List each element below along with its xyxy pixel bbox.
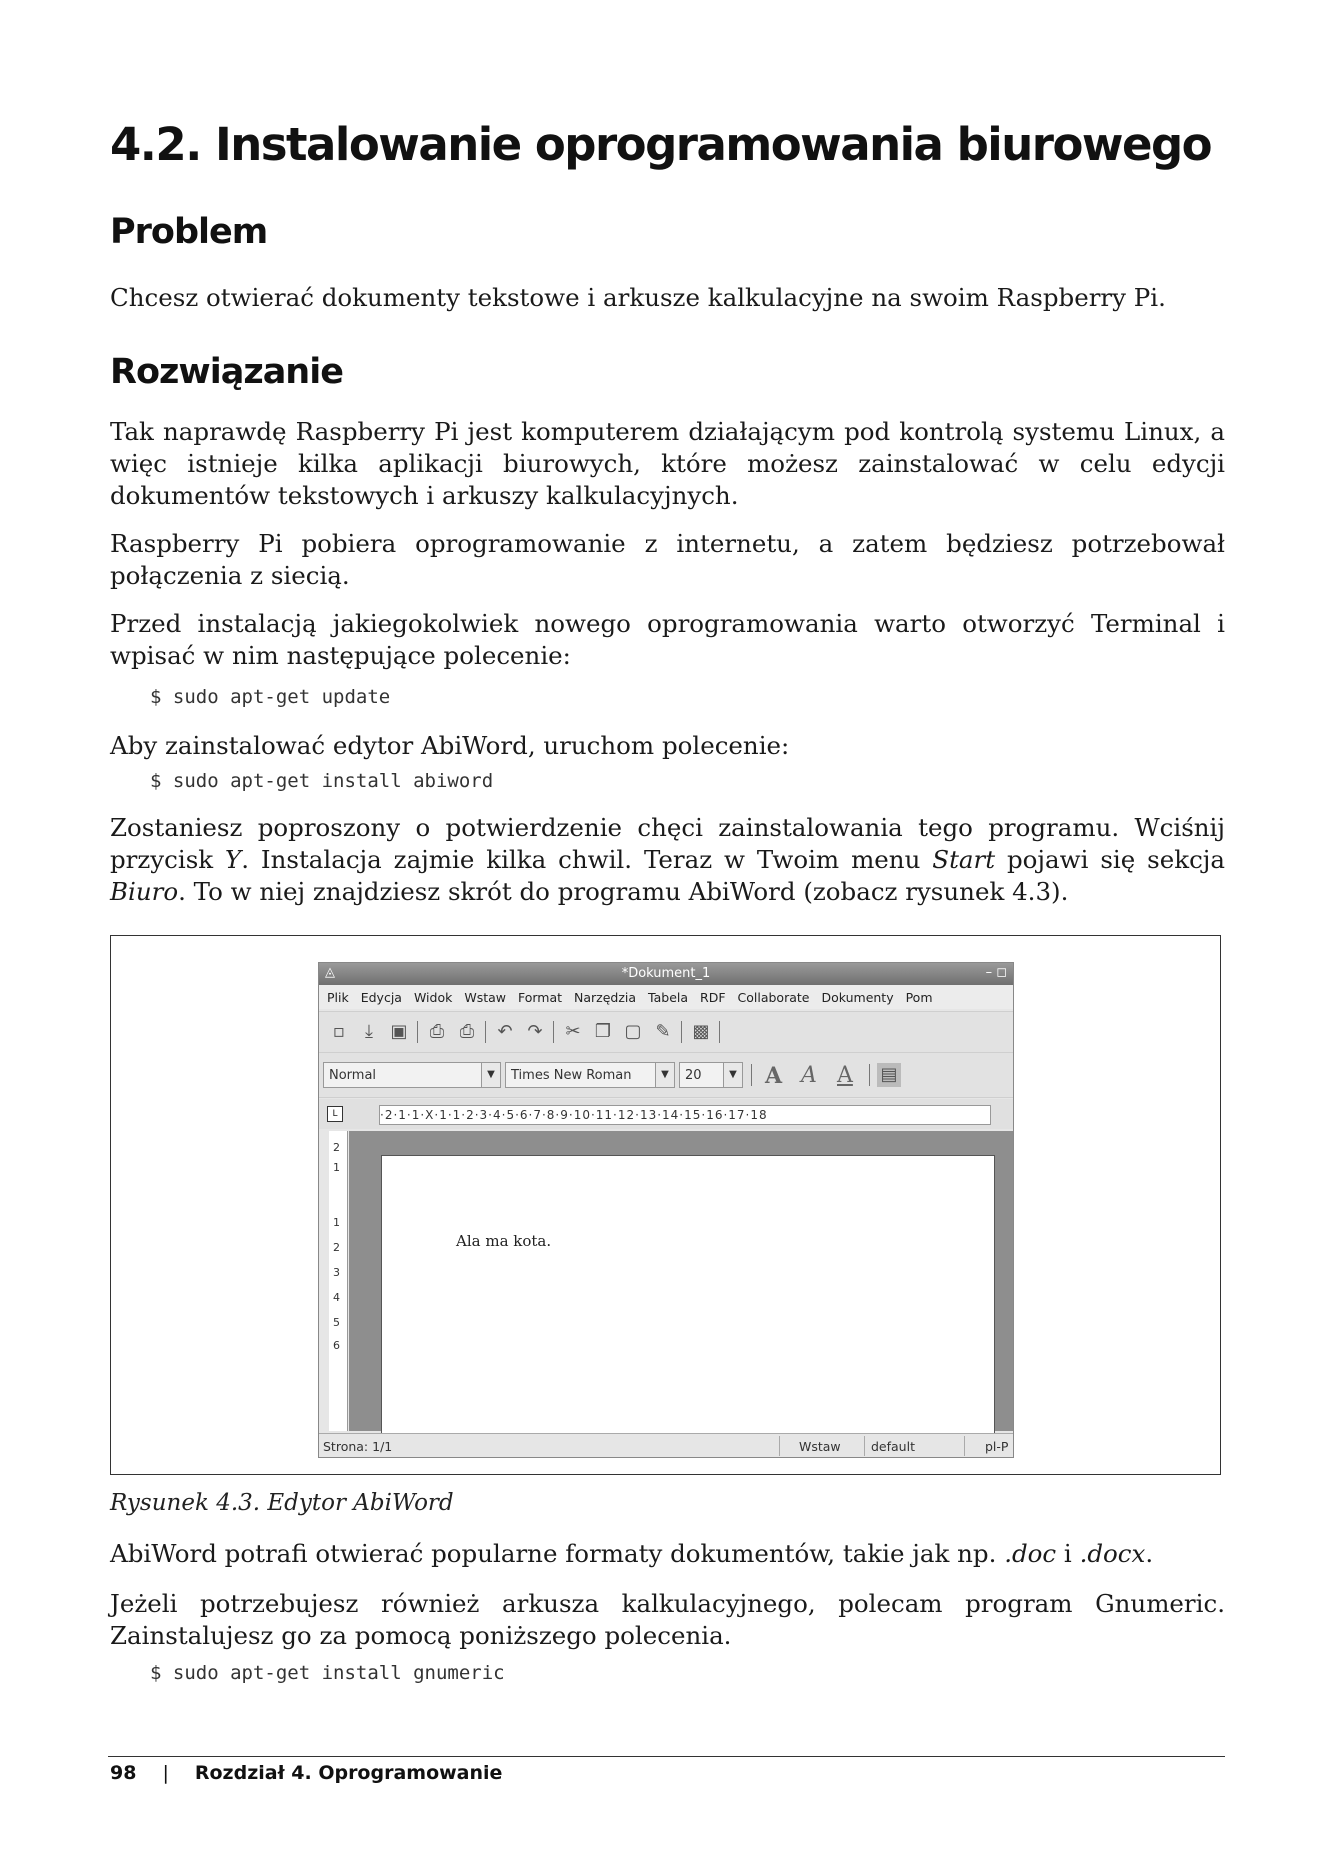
format-painter-icon[interactable]: ✎ [655,1021,671,1042]
font-select-value: Times New Roman [511,1068,632,1083]
status-divider [779,1436,780,1456]
code-line-install-abiword: $ sudo apt-get install abiword [150,770,494,792]
font-select[interactable] [505,1062,675,1088]
page-footer [110,1762,502,1784]
toolbar-separator [719,1021,720,1043]
tab-selector-icon[interactable]: L [327,1106,343,1122]
paragraph-6: AbiWord potrafi otwierać popularne formaty dokumentów, takie jak np. .doc i .docx. [110,1539,1154,1568]
menu-item-format[interactable]: Format [517,990,563,1005]
more-options-icon[interactable]: ▤ [877,1063,901,1087]
chapter-title: Rozdział 4. Oprogramowanie [194,1762,503,1784]
window-controls-icon[interactable]: – ◻ [985,965,1007,980]
image-icon[interactable]: ▩ [692,1021,710,1042]
new-document-icon[interactable]: ▫ [332,1021,346,1042]
abiword-window [318,962,1014,1458]
status-insert-mode: Wstaw [799,1439,841,1454]
style-select[interactable] [323,1062,501,1088]
font-size-value: 20 [685,1068,702,1083]
figure-caption: Rysunek 4.3. Edytor AbiWord [110,1490,454,1516]
menu-item-edycja[interactable]: Edycja [360,990,402,1005]
horizontal-ruler [319,1099,1013,1129]
paste-icon[interactable]: ▢ [624,1021,642,1042]
print-preview-icon[interactable]: ⎙ [429,1021,445,1042]
paragraph-4: Aby zainstalować edytor AbiWord, uruchom polecenie: [110,731,790,760]
open-icon[interactable]: ⤓ [365,1021,373,1042]
menu-item-collaborate[interactable]: Collaborate [737,990,810,1005]
ruler-scale[interactable]: ·2·1·1·X·1·1·2·3·4·5·6·7·8·9·10·11·12·13·14·15·16·17·18 [379,1105,991,1125]
footer-rule [108,1756,1225,1757]
menu-item-wstaw[interactable]: Wstaw [464,990,506,1005]
underline-icon[interactable]: A [837,1063,853,1088]
document-page[interactable] [381,1155,995,1447]
font-size-select[interactable] [679,1062,743,1088]
undo-icon[interactable]: ↶ [497,1021,513,1042]
toolbar-separator [681,1021,682,1043]
menu-item-rdf[interactable]: RDF [700,990,726,1005]
format-toolbar [319,1053,1013,1098]
section-heading-solution: Rozwiązanie [110,352,343,392]
menu-item-tabela[interactable]: Tabela [648,990,689,1005]
toolbar-separator [553,1021,554,1043]
code-line-install-gnumeric: $ sudo apt-get install gnumeric [150,1662,505,1684]
bold-icon[interactable]: A [765,1063,783,1089]
menu-item-widok[interactable]: Widok [413,990,453,1005]
style-select-value: Normal [329,1068,377,1083]
chevron-down-icon[interactable]: ▼ [655,1063,674,1087]
chevron-down-icon[interactable]: ▼ [723,1063,742,1087]
cut-icon[interactable]: ✂ [565,1021,581,1042]
app-logo-icon: ◬ [325,965,335,980]
paragraph-2: Raspberry Pi pobiera oprogramowanie z internetu, a zatem będziesz potrzebował połączenia z siecią. [110,529,1225,590]
status-style: default [871,1439,915,1454]
code-line-update: $ sudo apt-get update [150,686,391,708]
toolbar-separator [869,1064,870,1086]
vertical-ruler: 2 1 1 2 3 4 5 6 [329,1131,348,1431]
status-divider [964,1436,965,1456]
window-titlebar[interactable] [319,963,1013,985]
menu-item-dokumenty[interactable]: Dokumenty [821,990,894,1005]
window-title: *Dokument_1 [621,966,711,981]
paragraph-5: Zostaniesz poproszony o potwierdzenie chęci zainstalowania tego programu. Wciśnij przycisk Y. Instalacja zajmie kilka chwil. Teraz w Twoim menu Start pojawi się sekcja Biuro. To w niej znajdziesz skrót do programu AbiWord (zobacz rysunek 4.3). [110,813,1225,906]
footer-separator: | [162,1762,169,1784]
status-divider [864,1436,865,1456]
italic-icon[interactable]: A [801,1063,817,1088]
paragraph-7: Jeżeli potrzebujesz również arkusza kalkulacyjnego, polecam program Gnumeric. Zainstalujesz go za pomocą poniższego polecenia. [110,1589,1225,1650]
copy-icon[interactable]: ❐ [594,1021,612,1042]
menu-bar [319,985,1013,1009]
toolbar-separator [417,1021,418,1043]
document-area [349,1131,1014,1431]
paragraph-3: Przed instalacją jakiegokolwiek nowego oprogramowania warto otworzyć Terminal i wpisać w nim następujące polecenie: [110,609,1225,670]
save-icon[interactable]: ▣ [390,1021,408,1042]
document-text[interactable]: Ala ma kota. [456,1232,552,1250]
standard-toolbar [319,1011,1013,1053]
section-heading-problem: Problem [110,212,268,252]
status-language: pl-P [985,1439,1009,1454]
print-icon[interactable]: ⎙ [459,1021,475,1042]
status-bar [319,1433,1013,1458]
toolbar-separator [485,1021,486,1043]
page-number: 98 [110,1762,137,1784]
paragraph-problem: Chcesz otwierać dokumenty tekstowe i arkusze kalkulacyjne na swoim Raspberry Pi. [110,283,1166,312]
chevron-down-icon[interactable]: ▼ [481,1063,500,1087]
menu-item-plik[interactable]: Plik [327,990,349,1005]
status-page: Strona: 1/1 [323,1439,393,1454]
menu-item-narzedzia[interactable]: Narzędzia [574,990,637,1005]
page-title: 4.2. Instalowanie oprogramowania biurowego [110,118,1212,171]
toolbar-separator [751,1064,752,1086]
redo-icon[interactable]: ↷ [527,1021,543,1042]
paragraph-1: Tak naprawdę Raspberry Pi jest komputerem działającym pod kontrolą systemu Linux, a więc istnieje kilka aplikacji biurowych, które możesz zainstalować w celu edycji dokumentów tekstowych i arkuszy kalkulacyjnych. [110,417,1225,510]
menu-item-pomoc[interactable]: Pom [905,990,933,1005]
